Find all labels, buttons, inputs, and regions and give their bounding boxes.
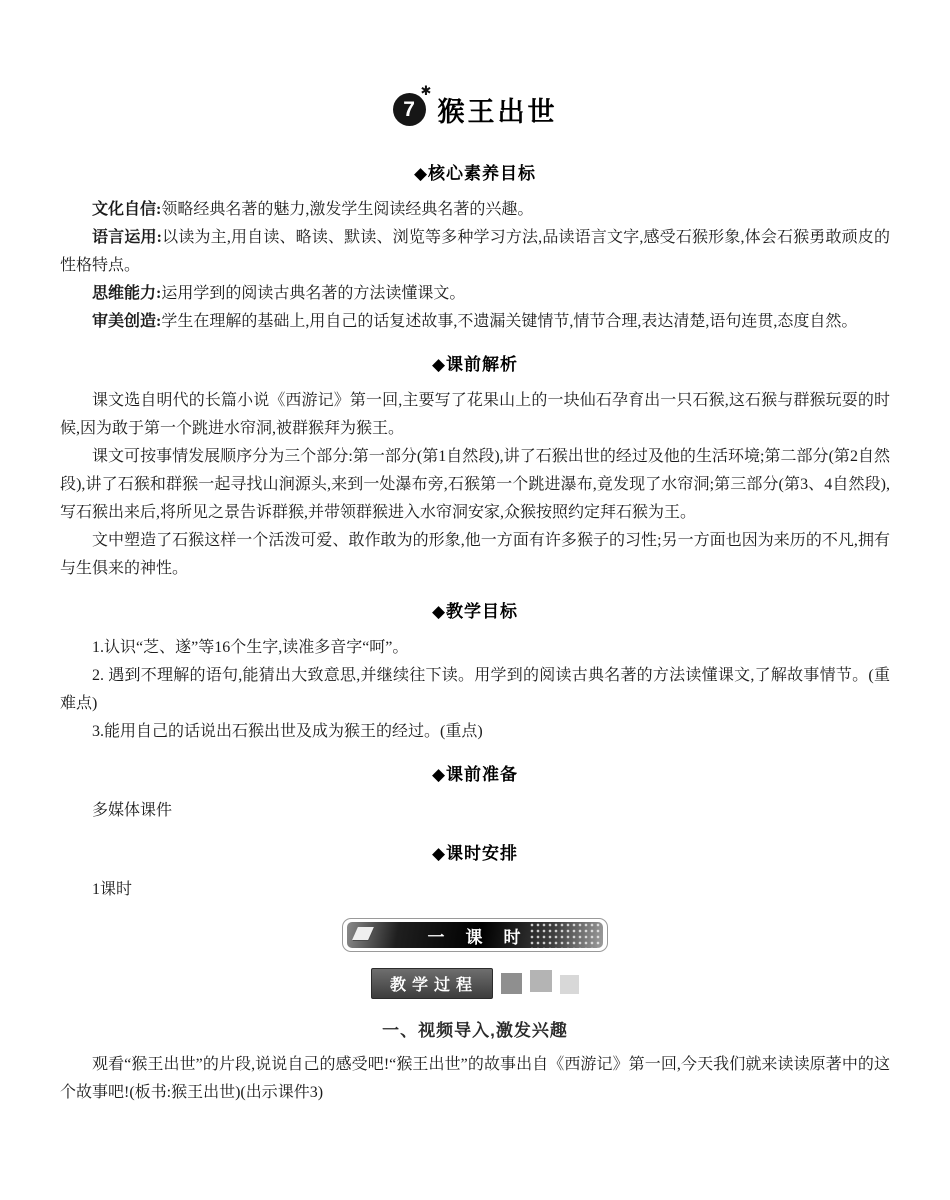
core-goal-item bbox=[60, 196, 890, 224]
core-goal-label: 思维能力: bbox=[92, 285, 162, 302]
part-one-heading: 一、视频导入,激发兴趣 bbox=[382, 1021, 568, 1040]
core-goal-label: 文化自信: bbox=[92, 201, 162, 218]
analysis-paragraph: 文中塑造了石猴这样一个活泼可爱、敢作敢为的形象,他一方面有许多猴子的习性;另一方面也因为来历的不凡,拥有与生俱来的神性。 bbox=[60, 532, 890, 577]
ribbon-fold-decoration bbox=[352, 927, 374, 940]
preparation-text: 多媒体课件 bbox=[92, 802, 173, 819]
lesson-number: 7 bbox=[403, 97, 415, 121]
core-goal-text: 以读为主,用自读、略读、默读、浏览等多种学习方法,品读语言文字,感受石猴形象,体会石猴勇敢顽皮的性格特点。 bbox=[60, 229, 890, 274]
section-heading-pre-class-analysis: ◆课前解析 bbox=[431, 355, 519, 374]
teaching-goal-item: 3.能用自己的话说出石猴出世及成为猴王的经过。(重点) bbox=[92, 723, 483, 740]
core-goal-item bbox=[60, 224, 890, 280]
section-heading-pre-class-preparation: ◆课前准备 bbox=[431, 765, 519, 784]
section-heading-teaching-goals: ◆教学目标 bbox=[431, 602, 519, 621]
teaching-goal-item: 1.认识“芝、遂”等16个生字,读准多音字“呵”。 bbox=[92, 639, 409, 656]
class-period-banner bbox=[342, 918, 608, 952]
decorative-square-dark bbox=[501, 973, 522, 994]
teaching-goal-item: 2. 遇到不理解的语句,能猜出大致意思,并继续往下读。用学到的阅读古典名著的方法读懂课文,了解故事情节。(重难点) bbox=[60, 667, 890, 712]
lesson-header bbox=[60, 84, 890, 129]
schedule-text: 1课时 bbox=[92, 881, 133, 898]
part-one-paragraph: 观看“猴王出世”的片段,说说自己的感受吧!“猴王出世”的故事出自《西游记》第一回,今天我们就来读读原著中的这个故事吧!(板书:猴王出世)(出示课件3) bbox=[60, 1056, 890, 1101]
decorative-square-medium bbox=[530, 970, 552, 992]
section-heading-class-schedule: ◆课时安排 bbox=[431, 844, 519, 863]
class-period-banner-ribbon bbox=[347, 922, 603, 948]
core-goal-label: 语言运用: bbox=[92, 229, 162, 246]
teaching-process-badge: 教学过程 bbox=[371, 968, 493, 999]
decorative-square-light bbox=[560, 975, 579, 994]
core-goal-item bbox=[60, 280, 890, 308]
analysis-paragraph: 课文可按事情发展顺序分为三个部分:第一部分(第1自然段),讲了石猴出世的经过及他的生活环境;第二部分(第2自然段),讲了石猴和群猴一起寻找山涧源头,来到一处瀑布旁,石猴第一个跳进瀑布,竟发现了水帘洞;第三部分(第3、4自然段),写石猴出来后,将所见之景告诉群猴,并带领群猴进入水帘洞安家,众猴按照约定拜石猴为王。 bbox=[60, 448, 890, 521]
core-goal-text: 领略经典名著的魅力,激发学生阅读经典名著的兴趣。 bbox=[161, 201, 534, 218]
section-heading-core-goals: ◆核心素养目标 bbox=[413, 164, 537, 183]
class-period-label: 一 课 时 bbox=[427, 927, 523, 947]
teaching-process-bar bbox=[60, 968, 890, 998]
core-goal-label: 审美创造: bbox=[92, 313, 162, 330]
halftone-dots-decoration bbox=[529, 922, 601, 948]
lesson-title: 猴王出世 bbox=[437, 97, 558, 127]
star-icon: ✱ bbox=[420, 84, 432, 99]
analysis-paragraph: 课文选自明代的长篇小说《西游记》第一回,主要写了花果山上的一块仙石孕育出一只石猴,这石猴与群猴玩耍的时候,因为敢于第一个跳进水帘洞,被群猴拜为猴王。 bbox=[60, 392, 890, 437]
core-goal-item bbox=[60, 308, 890, 336]
core-goal-text: 运用学到的阅读古典名著的方法读懂课文。 bbox=[161, 285, 466, 302]
core-goal-text: 学生在理解的基础上,用自己的话复述故事,不遗漏关键情节,情节合理,表达清楚,语句连贯,态度自然。 bbox=[161, 313, 858, 330]
